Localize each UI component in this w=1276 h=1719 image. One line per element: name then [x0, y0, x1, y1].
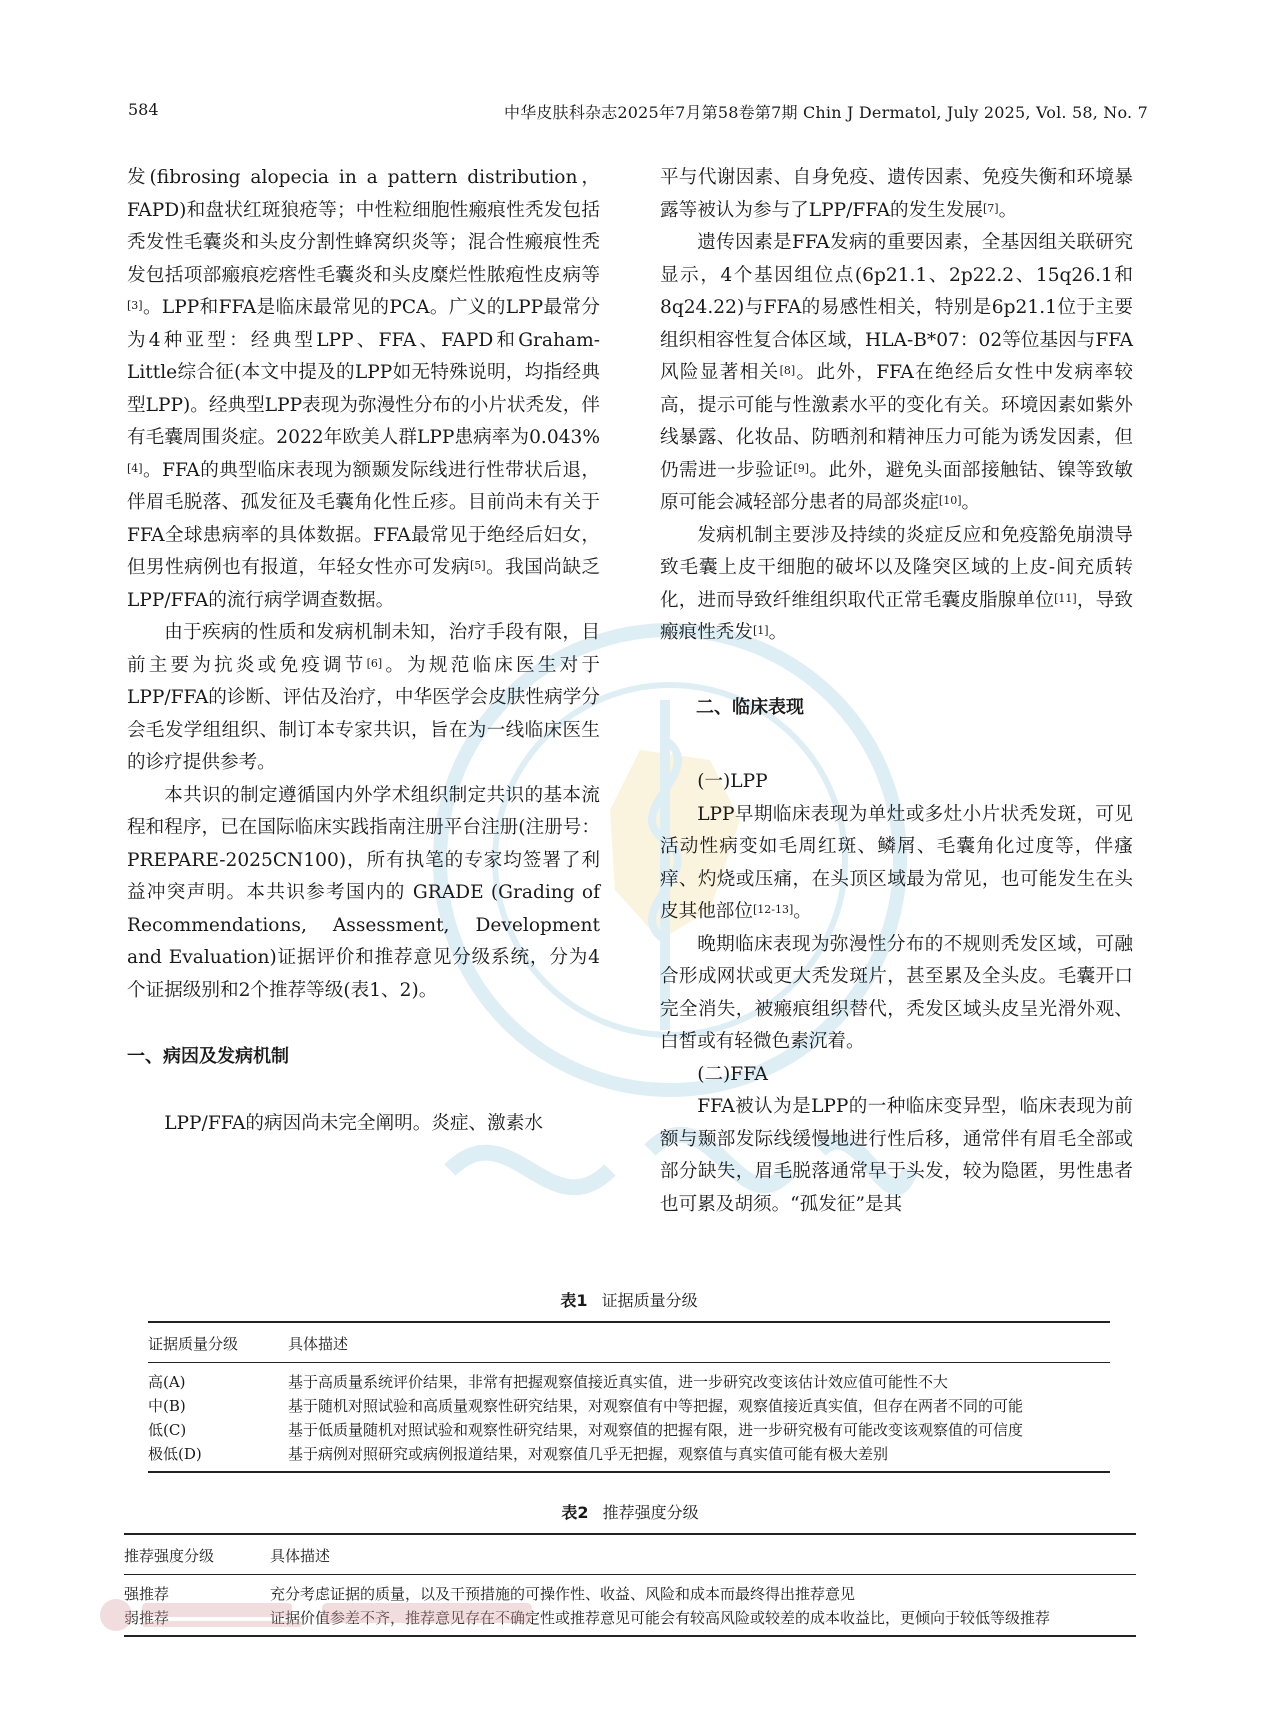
- paragraph: 晚期临床表现为弥漫性分布的不规则秃发区域，可融合形成网状或更大秃发斑片，甚至累及全头皮。毛囊开口完全消失，被瘢痕组织替代，秃发区域头皮呈光滑外观、白皙或有轻微色素沉着。: [660, 933, 1133, 1052]
- table-row: 极低(D) 基于病例对照研究或病例报道结果，对观察值几乎无把握，观察值与真实值可能有极大差别: [148, 1445, 889, 1463]
- paragraph: LPP早期临床表现为单灶或多灶小片状秃发斑，可见活动性病变如毛周红斑、鳞屑、毛囊角化过度等，伴瘙痒、灼烧或压痛，在头顶区域最为常见，也可能发生在头皮其他部位[12-13]。: [660, 803, 1133, 922]
- paragraph: FFA被认为是LPP的一种临床变异型，临床表现为前额与颞部发际线缓慢地进行性后移，通常伴有眉毛全部或部分缺失，眉毛脱落通常早于头发，较为隐匿，男性患者也可累及胡须。“孤发征”是其: [660, 1096, 1133, 1215]
- evidence-quality-table: [148, 1288, 1110, 1473]
- subsection-heading: (一)LPP: [697, 771, 768, 792]
- citation: [1]: [752, 624, 769, 637]
- table-title: 表1 证据质量分级: [560, 1291, 698, 1310]
- page-number: 584: [128, 100, 159, 119]
- running-header: [128, 100, 1148, 128]
- paragraph: LPP/FFA的病因尚未完全阐明。炎症、激素水: [164, 1112, 543, 1134]
- citation: [8]: [779, 364, 796, 377]
- citation: [3]: [127, 299, 143, 312]
- paragraph: 平与代谢因素、自身免疫、遗传因素、免疫失衡和环境暴露等被认为参与了LPP/FFA的发生发展[7]。: [660, 167, 1133, 221]
- paragraph: 由于疾病的性质和发病机制未知，治疗手段有限，目前主要为抗炎或免疫调节[6]。为规范临床医生对于LPP/FFA的诊断、评估及治疗，中华医学会皮肤性病学分会毛发学组组织、制订本专家共识，旨在为一线临床医生的诊疗提供参考。: [127, 622, 600, 773]
- table-header-row: [124, 1534, 1136, 1575]
- subsection-heading: (二)FFA: [697, 1063, 768, 1085]
- left-column: [127, 162, 600, 1140]
- citation: [12-13]: [752, 903, 794, 916]
- citation: [5]: [470, 559, 486, 572]
- paragraph: 遗传因素是FFA发病的重要因素，全基因组关联研究显示，4个基因组位点(6p21.1、2p22.2、15q26.1和8q24.22)与FFA的易感性相关，特别是6p21.1位于主要组织相容性复合体区域，HLA-B*07：02等位基因与FFA风险显著相关[8]。此外，FFA在绝经后女性中发病率较高，提示可能与性激素水平的变化有关。环境因素如紫外线暴露、化妆品、防晒剂和精神压力可能为诱发因素，但仍需进一步验证[9]。此外，避免头面部接触钴、镍等致敏原可能会减轻部分患者的局部炎症[10]。: [660, 232, 1133, 513]
- paragraph: 发(fibrosing alopecia in a pattern distribution，FAPD)和盘状红斑狼疮等；中性粒细胞性瘢痕性秃发包括秃发性毛囊炎和头皮分割性蜂窝织炎等；混合性瘢痕性秃发包括项部瘢痕疙瘩性毛囊炎和头皮糜烂性脓疱性皮病等[3]。LPP和FFA是临床最常见的PCA。广义的LPP最常分为4种亚型：经典型LPP、FFA、FAPD和Graham-Little综合征(本文中提及的LPP如无特殊说明，均指经典型LPP)。经典型LPP表现为弥漫性分布的小片状秃发，伴有毛囊周围炎症。2022年欧美人群LPP患病率为0.043%[4]。FFA的典型临床表现为额颞发际线进行性带状后退，伴眉毛脱落、孤发征及毛囊角化性丘疹。目前尚未有关于FFA全球患病率的具体数据。FFA最常见于绝经后妇女，但男性病例也有报道，年轻女性亦可发病[5]。我国尚缺乏LPP/FFA的流行病学调查数据。: [127, 167, 600, 611]
- citation: [4]: [127, 461, 143, 475]
- citation: [11]: [1054, 591, 1077, 605]
- column-header: 具体描述: [288, 1322, 1110, 1363]
- table-row: 高(A) 基于高质量系统评价结果，非常有把握观察值接近真实值，进一步研究改变该估计效应值可能性不大: [148, 1373, 949, 1391]
- section-heading: 一、病因及发病机制: [127, 1046, 289, 1067]
- journal-citation: 中华皮肤科杂志2025年7月第58卷第7期 Chin J Dermatol, July 2025, Vol. 58, No. 7: [504, 103, 1148, 122]
- citation: [6]: [366, 656, 383, 670]
- table-row: 强推荐 充分考虑证据的质量，以及干预措施的可操作性、收益、风险和成本而最终得出推荐意见: [124, 1585, 856, 1603]
- table-row: 弱推荐 证据价值参差不齐，推荐意见存在不确定性或推荐意见可能会有较高风险或较差的成本收益比，更倾向于较低等级推荐: [124, 1609, 1051, 1627]
- table-row: 低(C) 基于低质量随机对照试验和观察性研究结果，对观察值的把握有限，进一步研究极有可能改变该观察值的可信度: [148, 1421, 1024, 1439]
- citation: [9]: [793, 461, 809, 475]
- citation: [7]: [982, 201, 999, 215]
- citation: [10]: [938, 494, 962, 507]
- column-header: 具体描述: [270, 1534, 1136, 1575]
- right-column: [660, 162, 1133, 1221]
- publisher-logo-watermark: [96, 1595, 576, 1635]
- section-heading: 二、临床表现: [696, 696, 804, 718]
- paragraph: 本共识的制定遵循国内外学术组织制定共识的基本流程和程序，已在国际临床实践指南注册平台注册(注册号：PREPARE-2025CN100)，所有执笔的专家均签署了利益冲突声明。本共识参考国内的 GRADE (Grading of Recommendations, Assessment, Development and Evaluation)证据评价和推荐意见分级系统，分为4个证据级别和2个推荐等级(表1、2)。: [127, 784, 600, 1001]
- table-title: 表2 推荐强度分级: [561, 1503, 699, 1522]
- table-header-row: [148, 1322, 1110, 1363]
- paragraph: 发病机制主要涉及持续的炎症反应和免疫豁免崩溃导致毛囊上皮干细胞的破坏以及隆突区域的上皮-间充质转化，进而导致纤维组织取代正常毛囊皮脂腺单位[11]，导致瘢痕性秃发[1]。: [660, 524, 1133, 643]
- column-header: 推荐强度分级: [124, 1534, 270, 1575]
- column-header: 证据质量分级: [148, 1322, 288, 1363]
- table-row: 中(B) 基于随机对照试验和高质量观察性研究结果，对观察值有中等把握，观察值接近真实值，但存在两者不同的可能: [148, 1397, 1024, 1415]
